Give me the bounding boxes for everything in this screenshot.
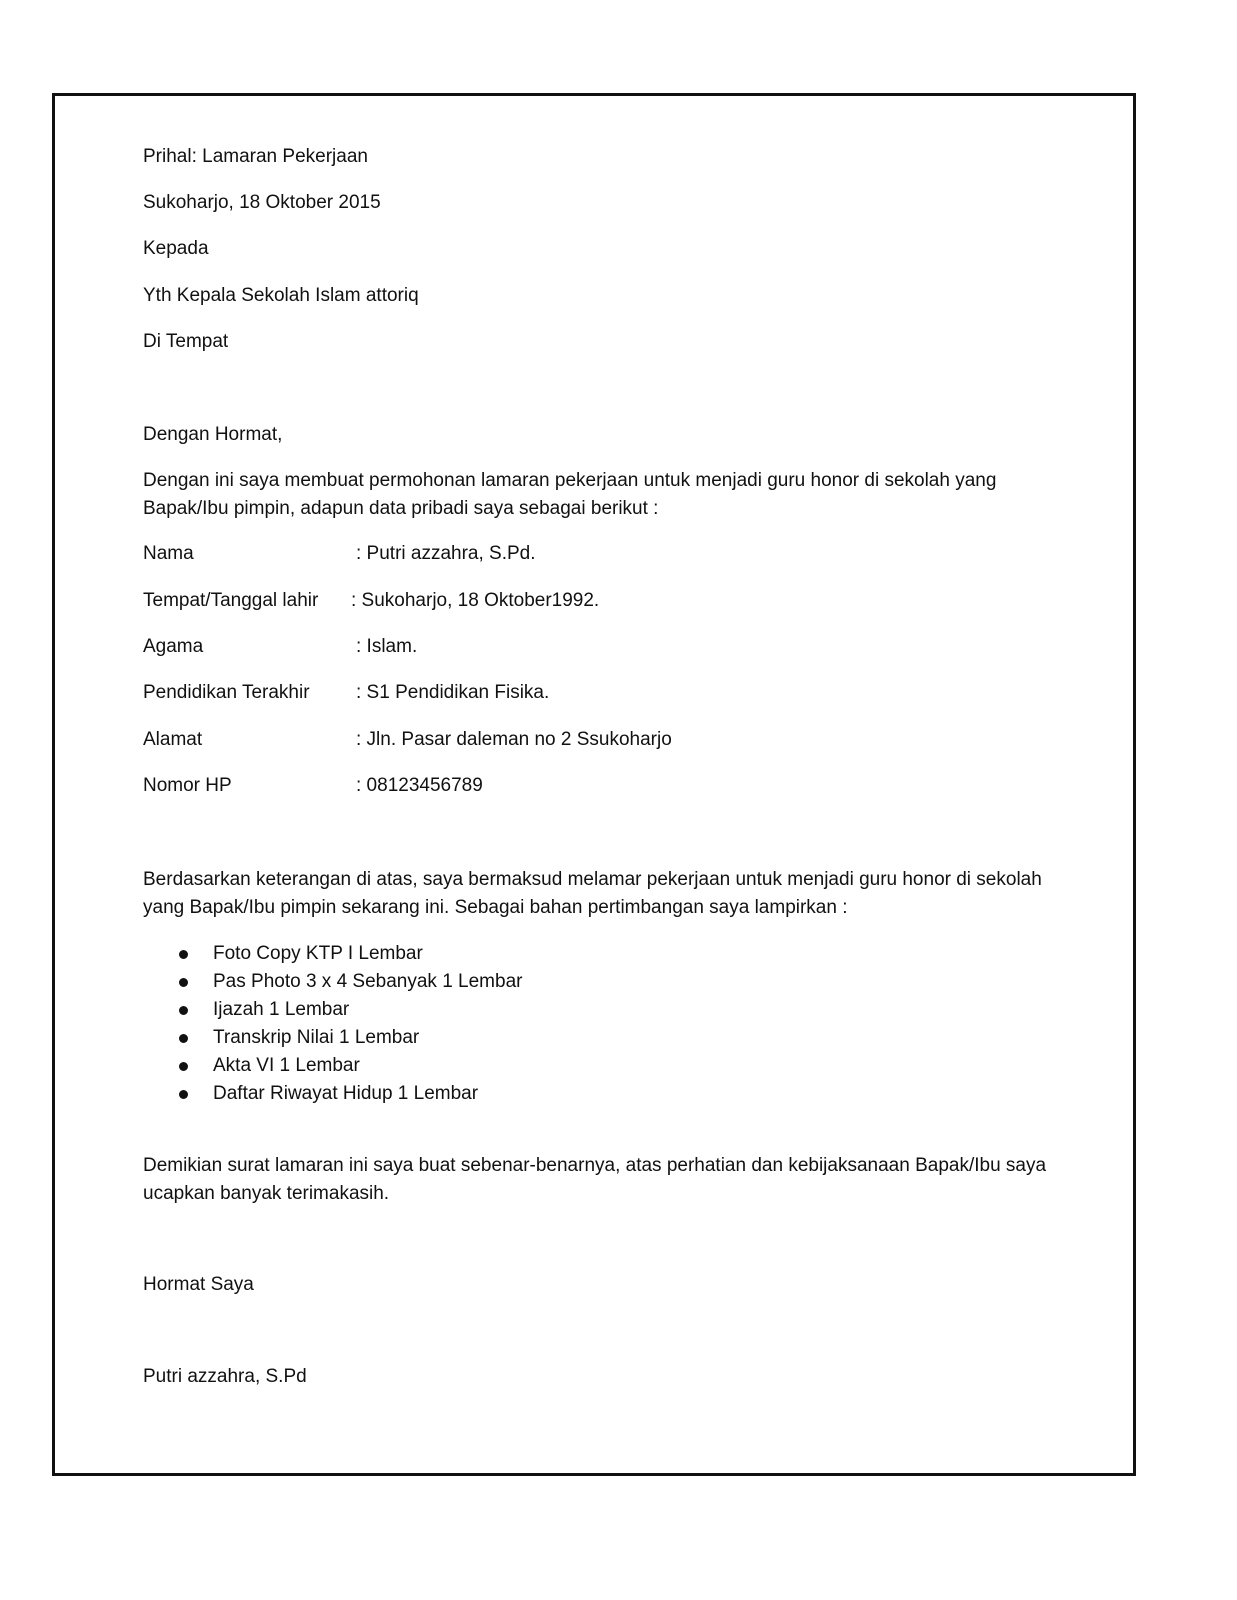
list-item: Ijazah 1 Lembar [175, 996, 522, 1024]
list-item: Foto Copy KTP I Lembar [175, 940, 522, 968]
list-item: Akta VI 1 Lembar [175, 1052, 522, 1080]
field-value-pendidikan: : S1 Pendidikan Fisika. [356, 682, 550, 703]
list-item: Pas Photo 3 x 4 Sebanyak 1 Lembar [175, 968, 522, 996]
field-value-nama: : Putri azzahra, S.Pd. [356, 543, 536, 564]
bullet-icon [179, 1090, 188, 1099]
greeting: Dengan Hormat, [143, 424, 283, 445]
field-value-alamat: : Jln. Pasar daleman no 2 Ssukoharjo [356, 729, 672, 750]
letter-place-date: Sukoharjo, 18 Oktober 2015 [143, 192, 381, 213]
recipient-to: Kepada [143, 238, 209, 259]
field-value-tempat-tanggal-lahir: : Sukoharjo, 18 Oktober1992. [351, 590, 600, 611]
bullet-icon [179, 978, 188, 987]
statement-paragraph: Berdasarkan keterangan di atas, saya bermaksud melamar pekerjaan untuk menjadi guru honor di sekolah yang Bapak/Ibu pimpin sekarang ini. Sebagai bahan pertimbangan saya lampirkan : [143, 869, 1042, 918]
bullet-icon [179, 1006, 188, 1015]
letter-subject: Prihal: Lamaran Pekerjaan [143, 146, 368, 167]
field-value-agama: : Islam. [356, 636, 418, 657]
bullet-icon [179, 1062, 188, 1071]
field-label-tempat-tanggal-lahir: Tempat/Tanggal lahir [143, 590, 319, 611]
recipient-name: Yth Kepala Sekolah Islam attoriq [143, 285, 419, 306]
bullet-icon [179, 1034, 188, 1043]
field-label-pendidikan: Pendidikan Terakhir [143, 682, 310, 703]
attachment-list [175, 940, 522, 1108]
list-item: Daftar Riwayat Hidup 1 Lembar [175, 1080, 522, 1108]
field-value-nomor-hp: : 08123456789 [356, 775, 483, 796]
closing-paragraph: Demikian surat lamaran ini saya buat sebenar-benarnya, atas perhatian dan kebijaksanaan Bapak/Ibu saya ucapkan banyak terimakasih. [143, 1155, 1047, 1204]
field-label-agama: Agama [143, 636, 204, 657]
intro-paragraph: Dengan ini saya membuat permohonan lamaran pekerjaan untuk menjadi guru honor di sekolah yang Bapak/Ibu pimpin, adapun data pribadi saya sebagai berikut : [143, 470, 997, 519]
field-label-alamat: Alamat [143, 729, 203, 750]
recipient-location: Di Tempat [143, 331, 229, 352]
field-label-nama: Nama [143, 543, 194, 564]
signoff: Hormat Saya [143, 1274, 254, 1295]
signature-name: Putri azzahra, S.Pd [143, 1366, 307, 1387]
bullet-icon [179, 950, 188, 959]
field-label-nomor-hp: Nomor HP [143, 775, 232, 796]
list-item: Transkrip Nilai 1 Lembar [175, 1024, 522, 1052]
